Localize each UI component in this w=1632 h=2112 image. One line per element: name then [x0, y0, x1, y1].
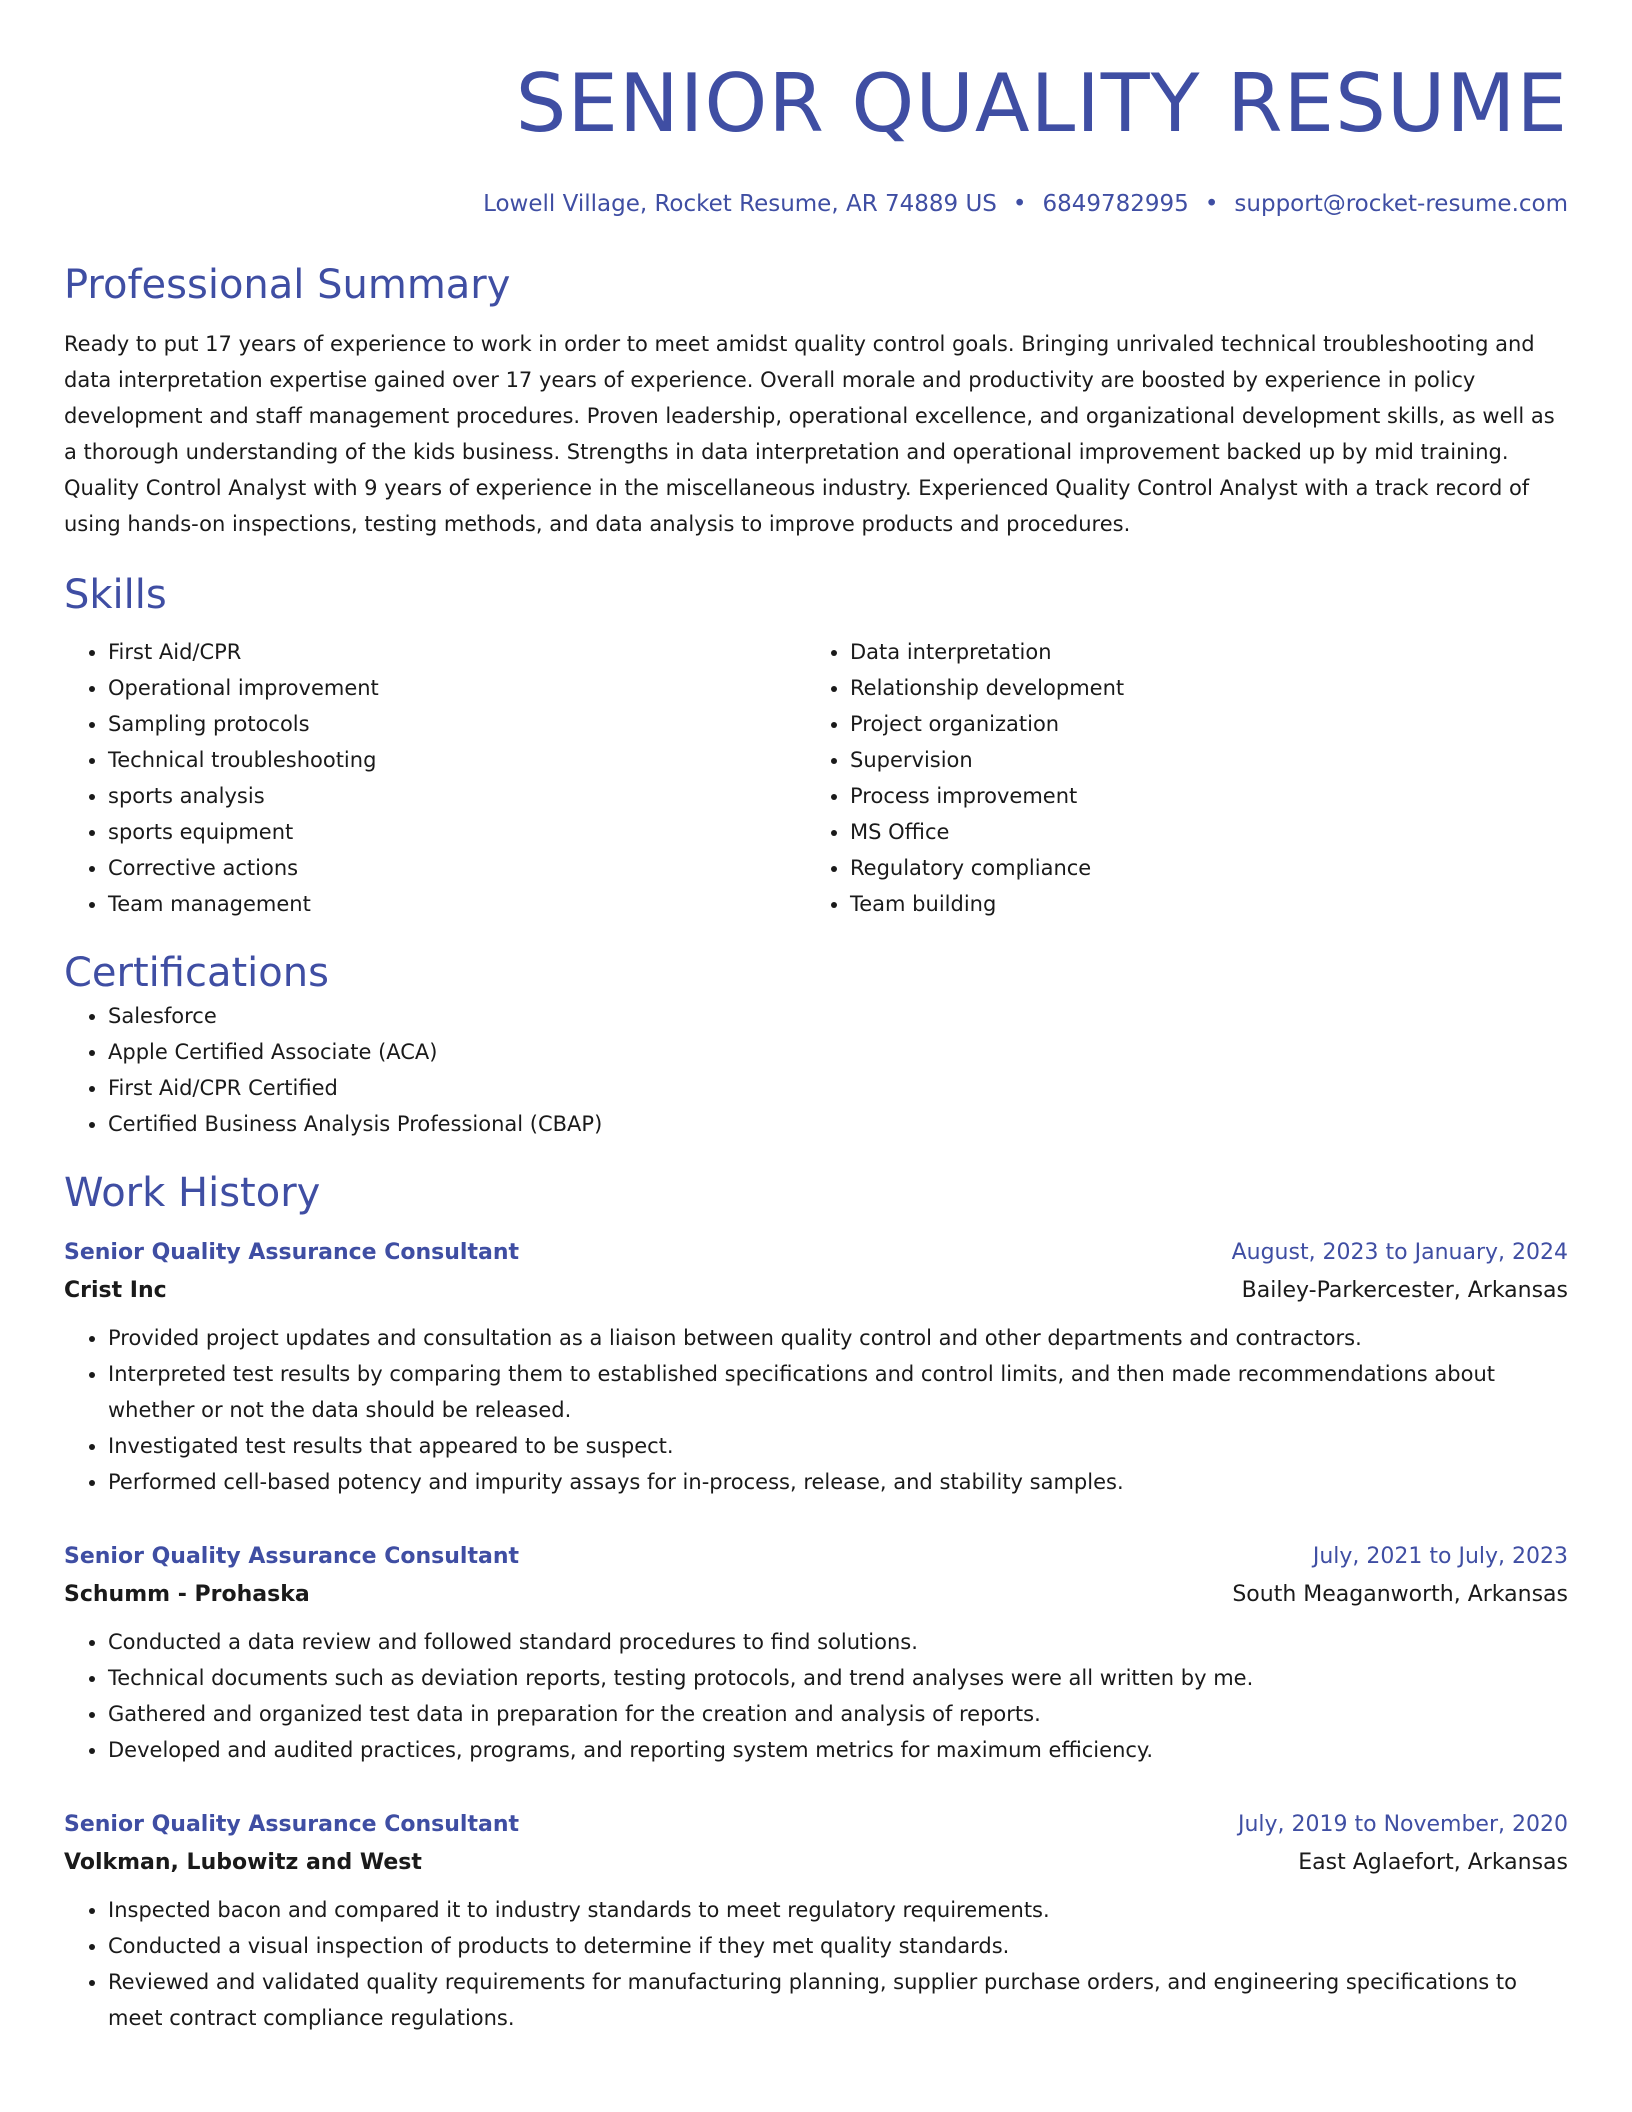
job-title: Senior Quality Assurance Consultant	[64, 1544, 520, 1569]
skill-item: • sports equipment	[108, 814, 806, 850]
job-bullet: • Developed and audited practices, programs, and reporting system metrics for maximum efficiency.	[108, 1732, 1568, 1768]
certifications-list	[64, 998, 1568, 1142]
skill-item: • Project organization	[850, 706, 1548, 742]
job-bullet: • Technical documents such as deviation reports, testing protocols, and trend analyses were all written by me.	[108, 1660, 1568, 1696]
job-dates: July, 2019 to November, 2020	[1237, 1812, 1568, 1837]
certification-item: • First Aid/CPR Certified	[108, 1070, 1568, 1106]
job-dates: July, 2021 to July, 2023	[1312, 1544, 1568, 1569]
job-location: East Aglaefort, Arkansas	[1298, 1850, 1568, 1875]
certification-item: • Certified Business Analysis Professional (CBAP)	[108, 1106, 1568, 1142]
job-title: Senior Quality Assurance Consultant	[64, 1812, 520, 1837]
job-bullet: • Inspected bacon and compared it to industry standards to meet regulatory requirements.	[108, 1892, 1568, 1928]
resume-page	[64, 0, 1568, 2112]
job-location: South Meaganworth, Arkansas	[1232, 1582, 1568, 1607]
skill-item: • Relationship development	[850, 670, 1548, 706]
job-bullet: • Conducted a visual inspection of products to determine if they met quality standards.	[108, 1928, 1568, 1964]
job-bullet: • Investigated test results that appeared to be suspect.	[108, 1428, 1568, 1464]
skill-item: • Corrective actions	[108, 850, 806, 886]
summary-heading: Professional Summary	[64, 262, 511, 308]
job-location: Bailey-Parkercester, Arkansas	[1241, 1278, 1568, 1303]
skills-heading: Skills	[64, 572, 167, 618]
certification-item: • Salesforce	[108, 998, 1568, 1034]
contact-line	[64, 188, 1568, 220]
job-bullets	[64, 1624, 1568, 1768]
skill-item: • Supervision	[850, 742, 1548, 778]
job-bullet: • Interpreted test results by comparing them to established specifications and control limits, and then made recommendations about whether or not the data should be released.	[108, 1356, 1568, 1428]
job-company: Volkman, Lubowitz and West	[64, 1850, 422, 1875]
work-history-heading: Work History	[64, 1170, 321, 1216]
skill-item: • MS Office	[850, 814, 1548, 850]
job-title-row	[64, 1538, 1568, 1576]
contact-email: support@rocket-resume.com	[1234, 191, 1568, 217]
resume-header	[64, 56, 1568, 220]
job-bullet: • Performed cell-based potency and impurity assays for in-process, release, and stability samples.	[108, 1464, 1568, 1500]
job-title-row	[64, 1806, 1568, 1844]
job-bullet: • Gathered and organized test data in preparation for the creation and analysis of reports.	[108, 1696, 1568, 1732]
skill-item: • sports analysis	[108, 778, 806, 814]
skills-columns	[64, 634, 1568, 922]
contact-separator: •	[1204, 191, 1219, 217]
job-company: Schumm - Prohaska	[64, 1582, 310, 1607]
resume-name: SENIOR QUALITY RESUME	[515, 57, 1568, 150]
job-company-row	[64, 1576, 1568, 1614]
skill-item: • Team building	[850, 886, 1548, 922]
skill-item: • Sampling protocols	[108, 706, 806, 742]
job-entry	[64, 1234, 1568, 1500]
skill-item: • Team management	[108, 886, 806, 922]
contact-address: Lowell Village, Rocket Resume, AR 74889 US	[483, 191, 997, 217]
job-entry	[64, 1806, 1568, 2036]
job-bullets	[64, 1320, 1568, 1500]
certification-item: • Apple Certified Associate (ACA)	[108, 1034, 1568, 1070]
skills-list-right	[806, 634, 1548, 922]
skills-list-left	[64, 634, 806, 922]
contact-separator: •	[1012, 191, 1027, 217]
job-title-row	[64, 1234, 1568, 1272]
job-title: Senior Quality Assurance Consultant	[64, 1240, 520, 1265]
job-company-row	[64, 1272, 1568, 1310]
job-company: Crist Inc	[64, 1278, 167, 1303]
skill-item: • First Aid/CPR	[108, 634, 806, 670]
skill-item: • Data interpretation	[850, 634, 1548, 670]
skill-item: • Regulatory compliance	[850, 850, 1548, 886]
skill-item: • Operational improvement	[108, 670, 806, 706]
contact-phone: 6849782995	[1042, 191, 1189, 217]
summary-text: Ready to put 17 years of experience to work in order to meet amidst quality control goals. Bringing unrivaled technical troubleshooting and data interpretation expertise gained over 17 years of experience. Overall morale and productivity are boosted by experience in policy development and staff management procedures. Proven leadership, operational excellence, and organizational development skills, as well as a thorough understanding of the kids business. Strengths in data interpretation and operational improvement backed up by mid training. Quality Control Analyst with 9 years of experience in the miscellaneous industry. Experienced Quality Control Analyst with a track record of using hands-on inspections, testing methods, and data analysis to improve products and procedures.	[64, 332, 1555, 536]
job-entry	[64, 1538, 1568, 1768]
job-bullet: • Reviewed and validated quality requirements for manufacturing planning, supplier purchase orders, and engineering specifications to meet contract compliance regulations.	[108, 1964, 1568, 2036]
job-bullet: • Provided project updates and consultation as a liaison between quality control and other departments and contractors.	[108, 1320, 1568, 1356]
job-dates: August, 2023 to January, 2024	[1231, 1240, 1568, 1265]
skill-item: • Process improvement	[850, 778, 1548, 814]
job-bullet: • Conducted a data review and followed standard procedures to find solutions.	[108, 1624, 1568, 1660]
job-company-row	[64, 1844, 1568, 1882]
skill-item: • Technical troubleshooting	[108, 742, 806, 778]
certifications-heading: Certifications	[64, 950, 329, 996]
job-bullets	[64, 1892, 1568, 2036]
